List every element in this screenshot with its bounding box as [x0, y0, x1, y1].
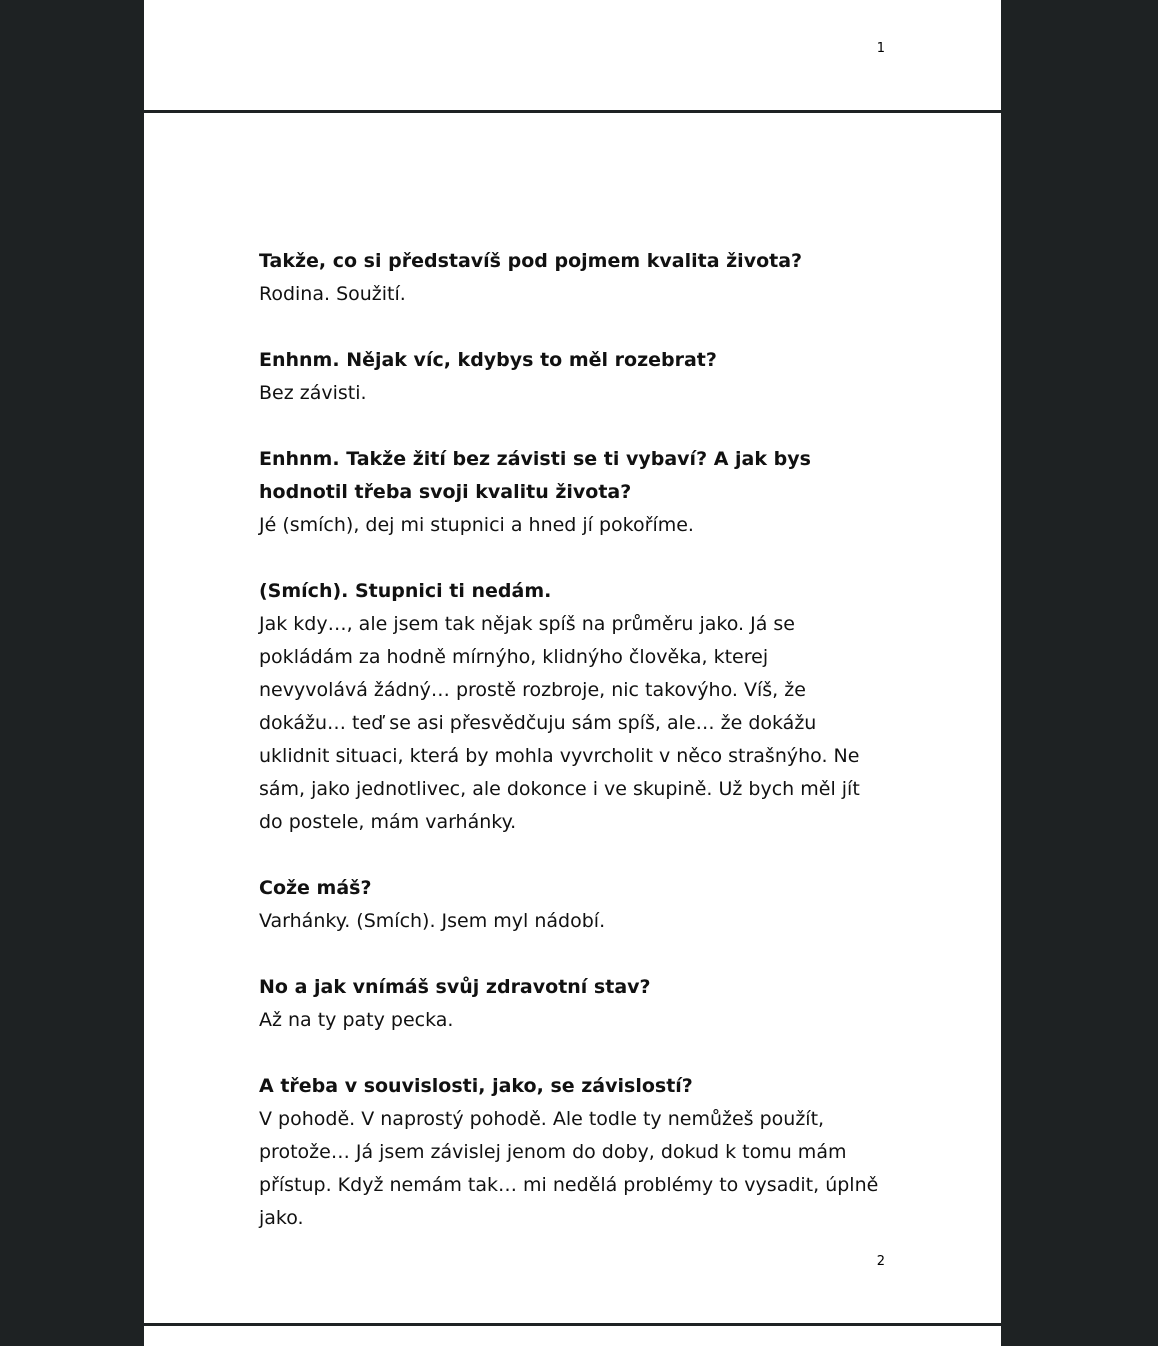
page-1: [144, 0, 1001, 110]
interview-transcript: [259, 245, 879, 1268]
interview-question: A třeba v souvislosti, jako, se závislostí?: [259, 1075, 693, 1097]
interview-answer: Jak kdy…, ale jsem tak nějak spíš na průměru jako. Já se pokládám za hodně mírnýho, klidnýho člověka, kterej nevyvolává žádný… prostě rozbroje, nic takovýho. Víš, že dokážu… teď se asi přesvědčuju sám spíš, ale… že dokážu uklidnit situaci, která by mohla vyvrcholit v něco strašnýho. Ne sám, jako jednotlivec, ale dokonce i ve skupině. Už bych měl jít do postele, mám varhánky.: [259, 613, 860, 833]
interview-question: Enhnm. Takže žití bez závisti se ti vybaví? A jak bys hodnotil třeba svoji kvalitu života?: [259, 448, 811, 503]
interview-question: Enhnm. Nějak víc, kdybys to měl rozebrat?: [259, 349, 717, 371]
qa-block: [259, 344, 879, 410]
interview-question: No a jak vnímáš svůj zdravotní stav?: [259, 976, 651, 998]
page-number: 2: [876, 1254, 885, 1269]
interview-question: Cože máš?: [259, 877, 372, 899]
interview-question: (Smích). Stupnici ti nedám.: [259, 580, 552, 602]
page-number: 1: [876, 41, 885, 56]
qa-block: [259, 443, 879, 542]
qa-block: [259, 245, 879, 311]
page-2: [144, 113, 1001, 1323]
interview-answer: Bez závisti.: [259, 382, 367, 404]
qa-block: [259, 1070, 879, 1235]
interview-answer: V pohodě. V naprostý pohodě. Ale todle ty nemůžeš použít, protože… Já jsem závislej jenom do doby, dokud k tomu mám přístup. Když nemám tak… mi nedělá problémy to vysadit, úplně jako.: [259, 1108, 879, 1229]
qa-block: [259, 575, 879, 839]
interview-answer: Jé (smích), dej mi stupnici a hned jí pokoříme.: [259, 514, 694, 536]
qa-block: [259, 971, 879, 1037]
interview-answer: Rodina. Soužití.: [259, 283, 406, 305]
interview-answer: Varhánky. (Smích). Jsem myl nádobí.: [259, 910, 606, 932]
page-3: [144, 1326, 1001, 1346]
interview-question: Takže, co si představíš pod pojmem kvalita života?: [259, 250, 803, 272]
qa-block: [259, 872, 879, 938]
interview-answer: Až na ty paty pecka.: [259, 1009, 454, 1031]
